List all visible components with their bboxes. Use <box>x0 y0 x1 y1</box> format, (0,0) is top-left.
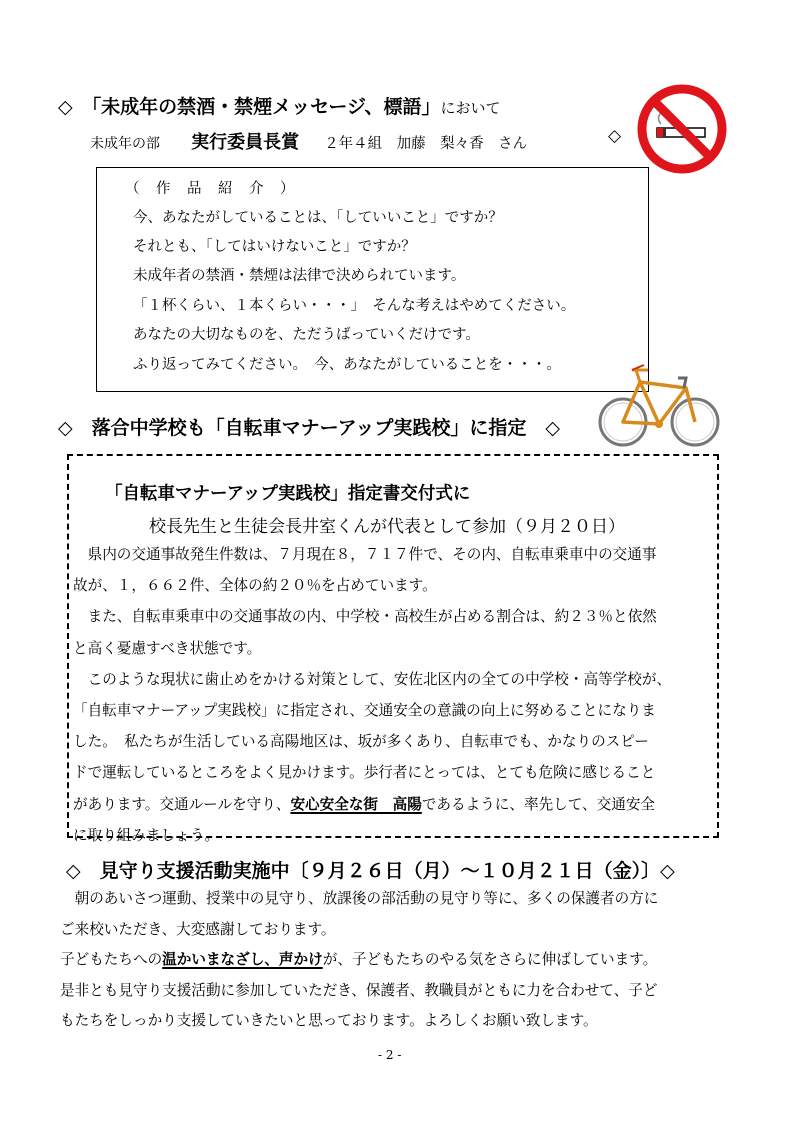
watch-line-5: もたちをしっかり支援していきたいと思っております。よろしくお願い致します。 <box>60 1012 598 1029</box>
article-line-2: 故が、１，６６２件、全体の約２０％を占めています。 <box>73 577 437 595</box>
bicycle-article-box <box>67 454 719 844</box>
work-line-3: 未成年者の禁酒・禁煙は法律で決められています。 <box>133 268 466 284</box>
article-heading: 「自転車マナーアップ実践校」指定書交付式に <box>105 484 471 504</box>
section1-title: ◇ 「未成年の禁酒・禁煙メッセージ、標語」において <box>58 96 501 118</box>
section3-title: ◇ 見守り支援活動実施中〔９月２６日（月）～１０月２１日（金）〕◇ <box>66 860 675 882</box>
emphasis-warm-gaze: 温かいまなざし、声かけ <box>162 951 323 968</box>
article-line-5: このような現状に歯止めをかける対策として、安佐北区内の全ての中学校・高等学校が、 <box>73 670 672 688</box>
work-line-4: 「１杯くらい、１本くらい・・・」 そんな考えはやめてください。 <box>133 298 576 314</box>
award-name: 実行委員長賞 <box>191 132 300 153</box>
no-smoking-icon <box>637 84 727 174</box>
article-line-7: した。 私たちが生活している高陽地区は、坂が多くあり、自転車でも、かなりのスピー <box>73 733 649 751</box>
watch-line-1: 朝のあいさつ運動、授業中の見守り、放課後の部活動の見守り等に、多くの保護者の方に <box>60 890 659 907</box>
article-line-4: と高く憂慮すべき状態です。 <box>73 639 262 657</box>
work-line-6: ふり返ってみてください。 今、あなたがしていることを・・・。 <box>133 357 561 373</box>
work-line-1: 今、あなたがしていることは、「していいこと」ですか？ <box>133 210 503 226</box>
section2-title: ◇ 落合中学校も「自転車マナーアップ実践校」に指定 ◇ <box>58 417 560 439</box>
page-number: - 2 - <box>378 1048 402 1062</box>
work-heading: （ 作 品 紹 介 ） <box>125 181 296 197</box>
award-category: 未成年の部 <box>90 136 160 152</box>
work-introduction-box <box>96 167 649 392</box>
section3-body <box>60 884 658 1037</box>
award-line <box>90 128 527 154</box>
award-mark: ◇ <box>608 126 622 146</box>
work-line-5: あなたの大切なものを、ただうばっていくだけです。 <box>133 327 480 343</box>
article-line-3: また、自転車乗車中の交通事故の内、中学校・高校生が占める割合は、約２３％と依然 <box>73 608 657 626</box>
article-line-8: ドで運転しているところをよく見かけます。歩行者にとっては、とても危険に感じること <box>73 764 656 782</box>
article-body <box>73 539 671 851</box>
article-line-10: に取り組みましょう。 <box>73 826 219 844</box>
work-line-2: それとも、「してはいけないこと」ですか？ <box>133 239 416 255</box>
emphasis-safe-town: 安心安全な街 高陽 <box>290 795 422 813</box>
award-student: ２年４組 加藤 梨々香 さん <box>324 136 528 152</box>
watch-line-4: 是非とも見守り支援活動に参加していただき、保護者、教職員がともに力を合わせて、子ど <box>60 981 658 999</box>
article-line-9: があります。交通ルールを守り、安心安全な街 高陽であるように、率先して、交通安全 <box>73 795 656 813</box>
article-line-1: 県内の交通事故発生件数は、７月現在８，７１７件で、その内、自転車乗車中の交通事 <box>73 546 657 563</box>
watch-line-3: 子どもたちへの温かいまなざし、声かけが、子どもたちのやる気をさらに伸ばしています。 <box>60 951 658 968</box>
watch-line-2: ご来校いただき、大変感謝しております。 <box>60 920 336 938</box>
article-line-6: 「自転車マナーアップ実践校」に指定され、交通安全の意識の向上に努めることになりま <box>73 702 656 720</box>
bicycle-icon <box>596 360 722 450</box>
article-subheading: 校長先生と生徒会長井室くんが代表として参加（９月２０日） <box>149 517 625 537</box>
